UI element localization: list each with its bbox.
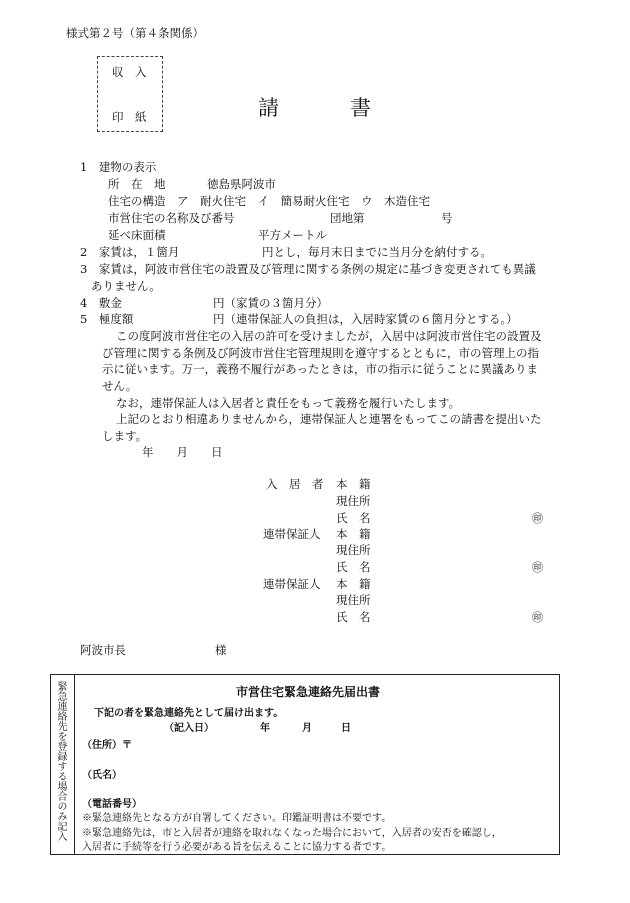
stamp-label-bottom: 印 紙 [112, 110, 147, 124]
guarantor-2-honseki-label: 本 籍 [336, 577, 371, 591]
paragraph-1-line-4: せん。 [102, 379, 138, 393]
item-5-limit-label: 5 極度額 [80, 312, 134, 326]
location-label: 所 在 地 [108, 177, 166, 191]
guarantor-1-label: 連帯保証人 [263, 527, 321, 541]
emergency-note-2-line-1: ※緊急連絡先は，市と入居者が連絡を取れなくなった場合において，入居者の安否を確認し， [82, 828, 502, 839]
emergency-intro: 下記の者を緊急連絡先として届け出ます。 [94, 708, 284, 719]
emergency-name-label: （氏名） [82, 770, 122, 781]
paragraph-1-line-1: この度阿波市営住宅の入居の許可を受けましたが，入居中は阿波市営住宅の設置及 [116, 329, 542, 343]
guarantor-1-name-label: 氏 名 [336, 560, 371, 574]
paragraph-1-line-3: 示に従います。万一，義務不履行があったときは，市の指示に従うことに異議ありま [102, 362, 538, 376]
resident-name-label: 氏 名 [336, 511, 371, 525]
guarantor-2-name-label: 氏 名 [336, 610, 371, 624]
emergency-side-label: 緊急連絡先を登録する場合のみ記入 [55, 681, 66, 841]
danchi-number-label: 団地第 [330, 211, 365, 225]
item-5-limit-text: 円（連帯保証人の負担は，入居時家賃の６箇月分とする。） [213, 312, 518, 326]
emergency-note-1: ※緊急連絡先となる方が自署してください。印鑑証明書は不要です。 [82, 813, 392, 824]
addressee-mayor: 阿波市長 [80, 643, 126, 657]
item-2-rent-text: 円とし，毎月末日までに当月分を納付する。 [262, 245, 492, 259]
stamp-label-top: 収 入 [112, 65, 147, 79]
revenue-stamp-box [97, 56, 163, 132]
floor-area-unit: 平方メートル [258, 228, 327, 242]
resident-seal-mark: ㊞ [532, 512, 543, 525]
resident-honseki-label: 本 籍 [336, 477, 371, 491]
item-3-line-2: ありません。 [91, 279, 161, 293]
emergency-form-title: 市営住宅緊急連絡先届出書 [236, 685, 381, 699]
emergency-side-column [51, 675, 75, 854]
paragraph-1-line-2: び管理に関する条例及び阿波市営住宅管理規則を遵守するとともに，市の管理上の指 [102, 346, 539, 360]
guarantor-2-seal-mark: ㊞ [532, 611, 543, 624]
floor-area-label: 延べ床面積 [108, 228, 166, 242]
item-4-deposit-label: 4 敷金 [80, 296, 122, 310]
item-4-deposit-text: 円（家賃の３箇月分） [213, 296, 328, 310]
item-3-line-1: 3 家賃は，阿波市営住宅の設置及び管理に関する条例の規定に基づき変更されても異議 [80, 262, 536, 276]
emergency-phone-label: （電話番号） [82, 799, 142, 810]
entry-year-label: 年 [260, 723, 270, 734]
guarantor-2-label: 連帯保証人 [263, 577, 321, 591]
location-value: 徳島県阿波市 [207, 177, 276, 191]
item-1-heading: 1 建物の表示 [80, 160, 157, 174]
resident-address-label: 現住所 [336, 494, 371, 508]
entry-day-label: 日 [341, 723, 351, 734]
guarantor-1-address-label: 現住所 [336, 543, 371, 557]
item-2-rent-label: 2 家賃は，１箇月 [80, 245, 180, 259]
housing-name-label: 市営住宅の名称及び番号 [108, 211, 235, 225]
emergency-address-label: （住所）〒 [82, 740, 132, 751]
guarantor-2-address-label: 現住所 [336, 593, 371, 607]
paragraph-3-line-2: します。 [102, 429, 148, 443]
structure-line: 住宅の構造 ア 耐火住宅 イ 簡易耐火住宅 ウ 木造住宅 [108, 194, 430, 208]
paragraph-2: なお，連帯保証人は入居者と責任をもって義務を履行いたします。 [116, 396, 461, 410]
document-title: 請 書 [258, 96, 373, 120]
guarantor-1-seal-mark: ㊞ [532, 561, 543, 574]
addressee-suffix: 様 [215, 643, 227, 657]
emergency-note-2-line-2: 入居者に手続等を行う必要がある旨を伝えることに協力する者です。 [82, 842, 392, 853]
date-line: 年 月 日 [142, 445, 223, 459]
number-suffix: 号 [441, 211, 453, 225]
resident-label: 入 居 者 [266, 477, 324, 491]
entry-date-label: （記入日） [164, 723, 214, 734]
paragraph-3-line-1: 上記のとおり相違ありませんから，連帯保証人と連署をもってこの請書を提出いた [116, 412, 542, 426]
form-number: 様式第２号（第４条関係） [66, 26, 204, 40]
emergency-contact-form [50, 674, 560, 855]
guarantor-1-honseki-label: 本 籍 [336, 527, 371, 541]
entry-month-label: 月 [302, 723, 312, 734]
